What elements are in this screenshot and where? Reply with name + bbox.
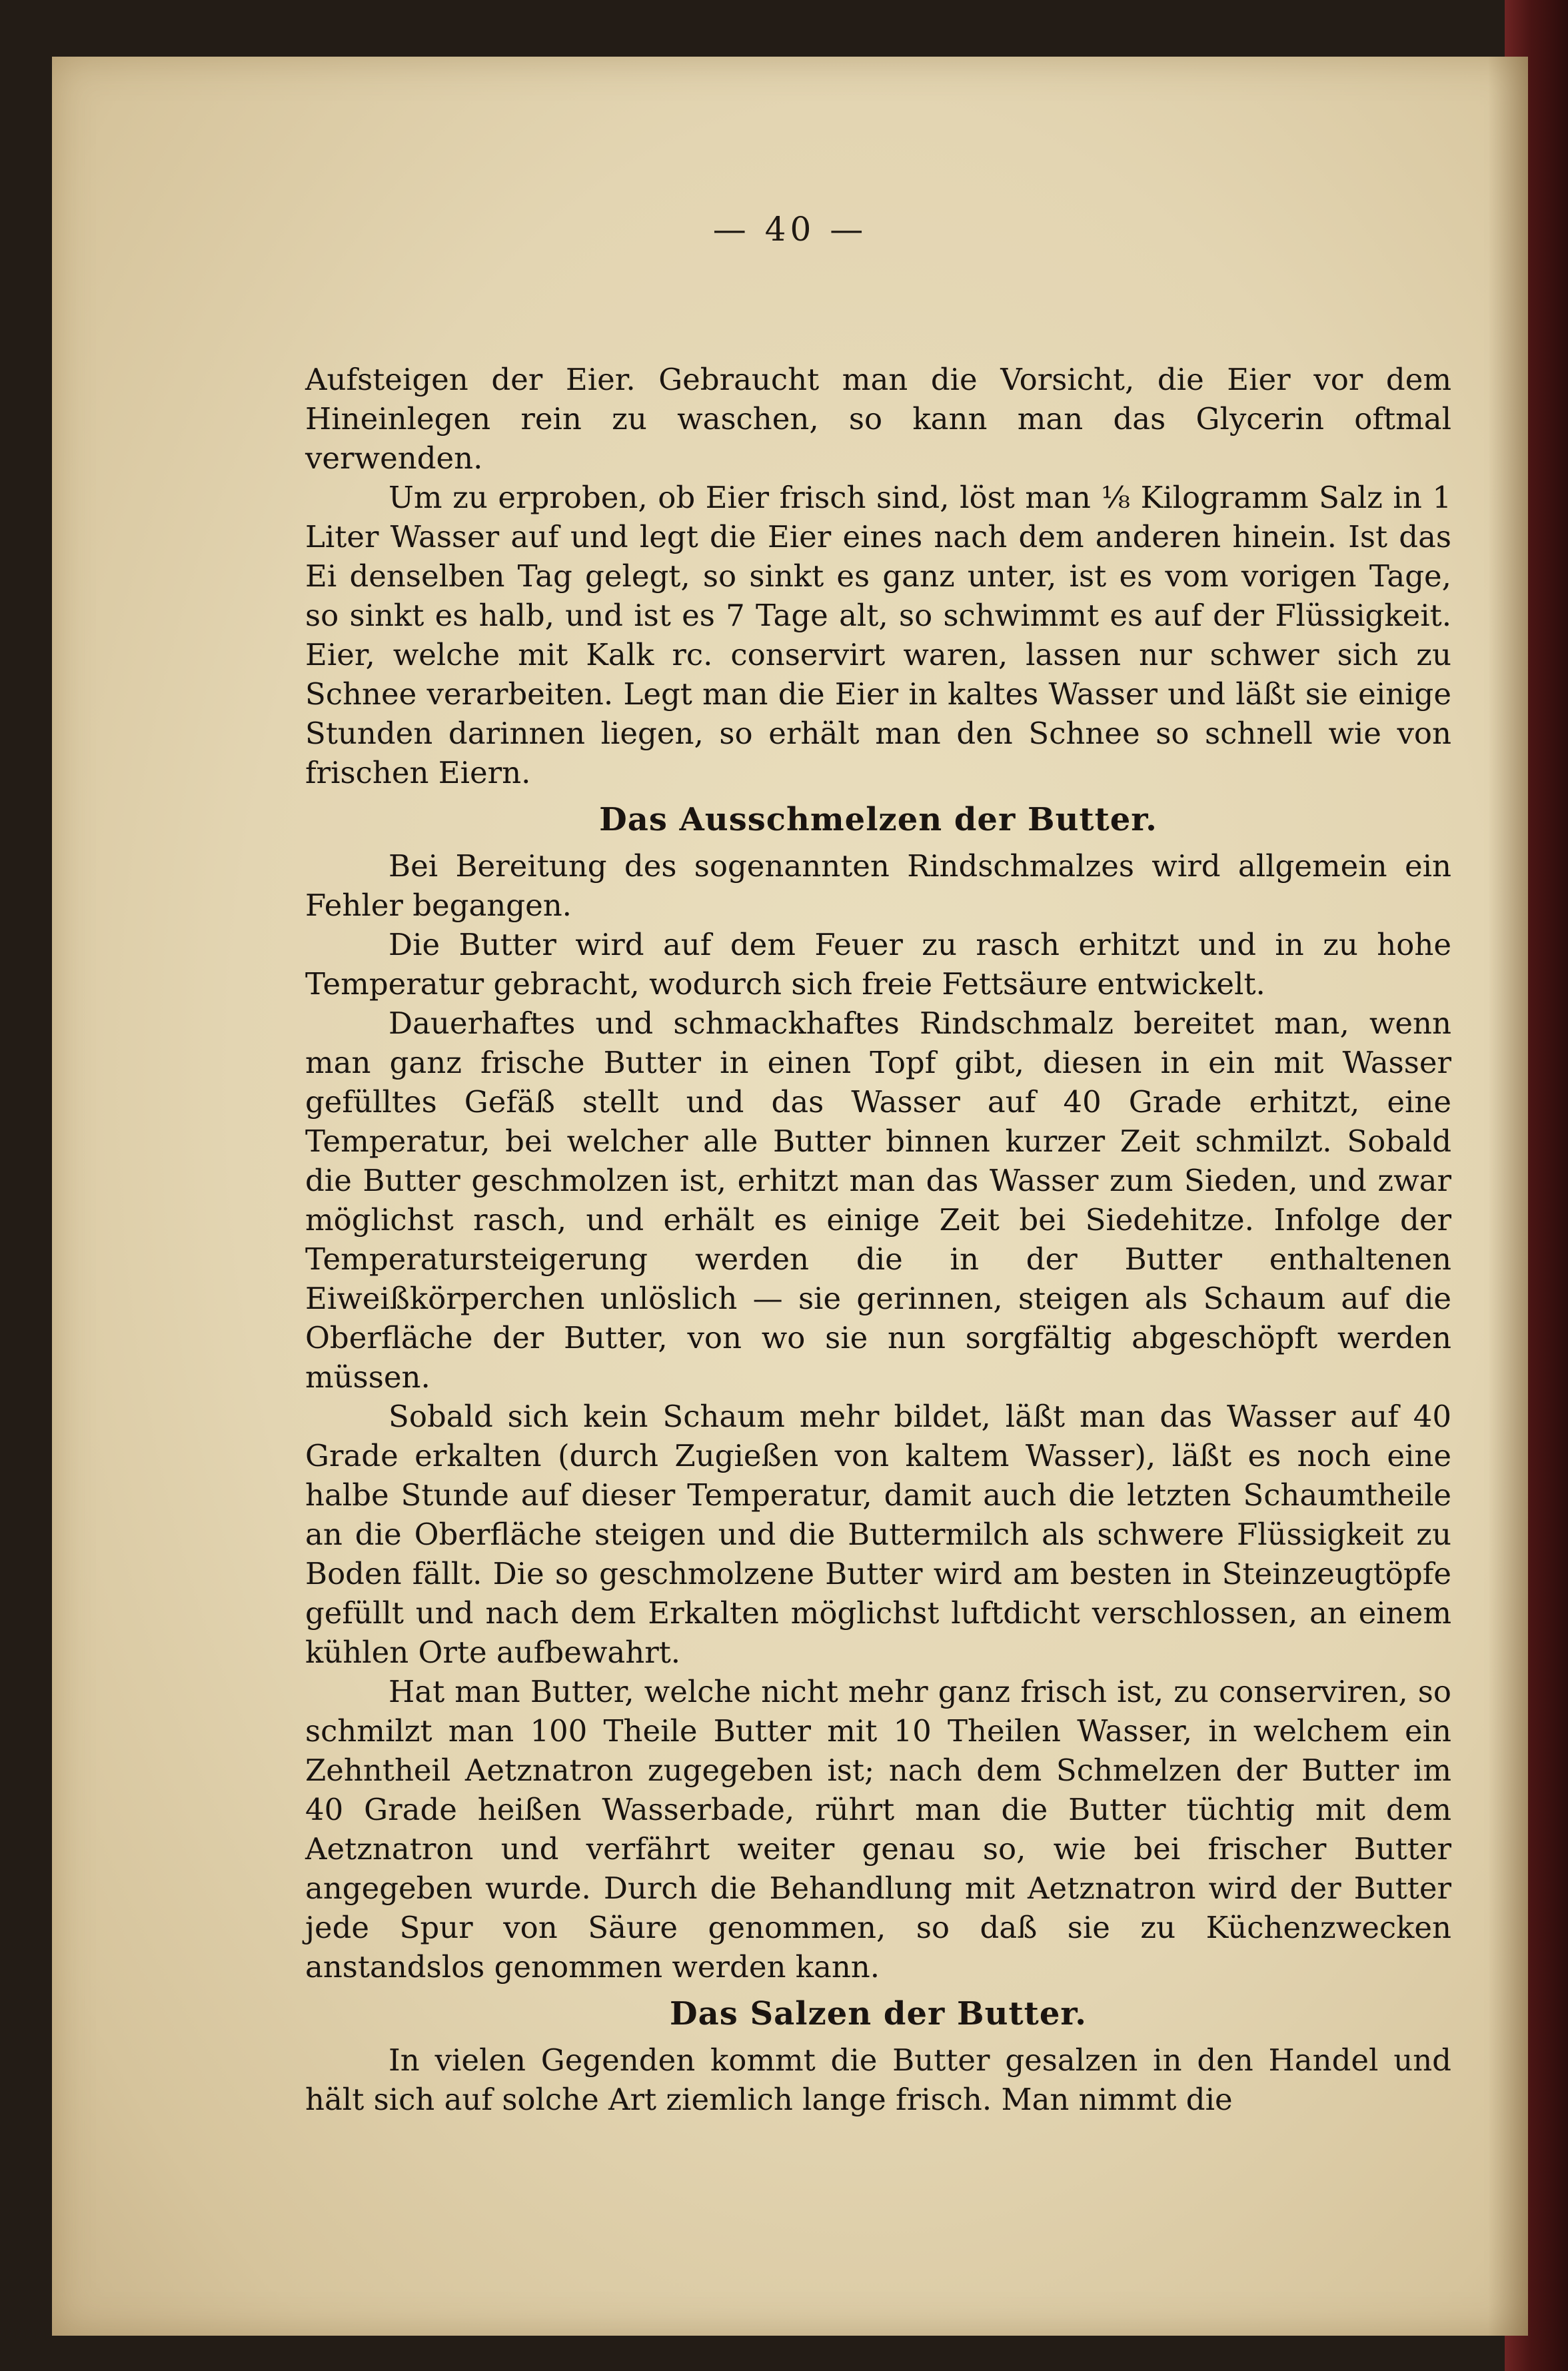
book-page	[52, 57, 1528, 2336]
paragraph-salzen: In vielen Gegenden kommt die Butter gesalzen in den Handel und hält sich auf solche Art ziemlich lange frisch. Man nimmt die	[305, 2042, 1451, 2117]
paragraph-rindschmalz-bereitung: Dauerhaftes und schmackhaftes Rindschmalz bereitet man, wenn man ganz frische Butter in einen Topf gibt, diesen in ein mit Wasser gefülltes Gefäß stellt und das Wasser auf 40 Grade erhitzt, eine Temperatur, bei welcher alle Butter binnen kurzer Zeit schmilzt. Sobald die Butter geschmolzen ist, erhitzt man das Wasser zum Sieden, und zwar möglichst rasch, und erhält es einige Zeit bei Siedehitze. Infolge der Temperatursteigerung werden die in der Butter enthaltenen Eiweißkörperchen unlöslich — sie gerinnen, steigen als Schaum auf die Oberfläche der Butter, von wo sie nun sorgfältig abgeschöpft werden müssen.	[305, 1006, 1451, 1395]
paragraph-erkalten: Sobald sich kein Schaum mehr bildet, läßt man das Wasser auf 40 Grade erkalten (durch Zugießen von kaltem Wasser), läßt es noch eine halbe Stunde auf dieser Temperatur, damit auch die letzten Schaumtheile an die Oberfläche steigen und die Buttermilch als schwere Flüssigkeit zu Boden fällt. Die so geschmolzene Butter wird am besten in Steinzeugtöpfe gefüllt und nach dem Erkalten möglichst luftdicht verschlossen, an einem kühlen Orte aufbewahrt.	[305, 1399, 1451, 1670]
page-number: — 40 —	[712, 210, 868, 249]
paragraph-rindschmalz-fehler: Bei Bereitung des sogenannten Rindschmalzes wird allgemein ein Fehler begangen.	[305, 848, 1451, 923]
paragraph-conserviren: Hat man Butter, welche nicht mehr ganz frisch ist, zu conserviren, so schmilzt man 100 Theile Butter mit 10 Theilen Wasser, in welchem ein Zehntheil Aetznatron zugegeben ist; nach dem Schmelzen der Butter im 40 Grade heißen Wasserbade, rührt man die Butter tüchtig mit dem Aetznatron und verfährt weiter genau so, wie bei frischer Butter angegeben wurde. Durch die Behandlung mit Aetznatron wird der Butter jede Spur von Säure genommen, so daß sie zu Küchenzwecken anstandslos genommen werden kann.	[305, 1674, 1451, 1984]
paragraph-continuation: Aufsteigen der Eier. Gebraucht man die Vorsicht, die Eier vor dem Hineinlegen rein zu waschen, so kann man das Glycerin oftmal verwenden.	[305, 362, 1451, 476]
paragraph-egg-test: Um zu erproben, ob Eier frisch sind, löst man ⅛ Kilogramm Salz in 1 Liter Wasser auf und legt die Eier eines nach dem anderen hinein. Ist das Ei denselben Tag gelegt, so sinkt es ganz unter, ist es vom vorigen Tage, so sinkt es halb, und ist es 7 Tage alt, so schwimmt es auf der Flüssigkeit. Eier, welche mit Kalk rc. conservirt waren, lassen nur schwer sich zu Schnee verarbeiten. Legt man die Eier in kaltes Wasser und läßt sie einige Stunden darinnen liegen, so erhält man den Schnee so schnell wie von frischen Eiern.	[305, 480, 1451, 790]
section-heading-ausschmelzen: Das Ausschmelzen der Butter.	[599, 801, 1158, 838]
page-text	[305, 360, 1451, 2119]
page-gutter-shadow	[1488, 57, 1528, 2336]
section-heading-salzen: Das Salzen der Butter.	[670, 1995, 1087, 2032]
paragraph-butter-erhitzt: Die Butter wird auf dem Feuer zu rasch erhitzt und in zu hohe Temperatur gebracht, wodurch sich freie Fettsäure entwickelt.	[305, 927, 1451, 1002]
